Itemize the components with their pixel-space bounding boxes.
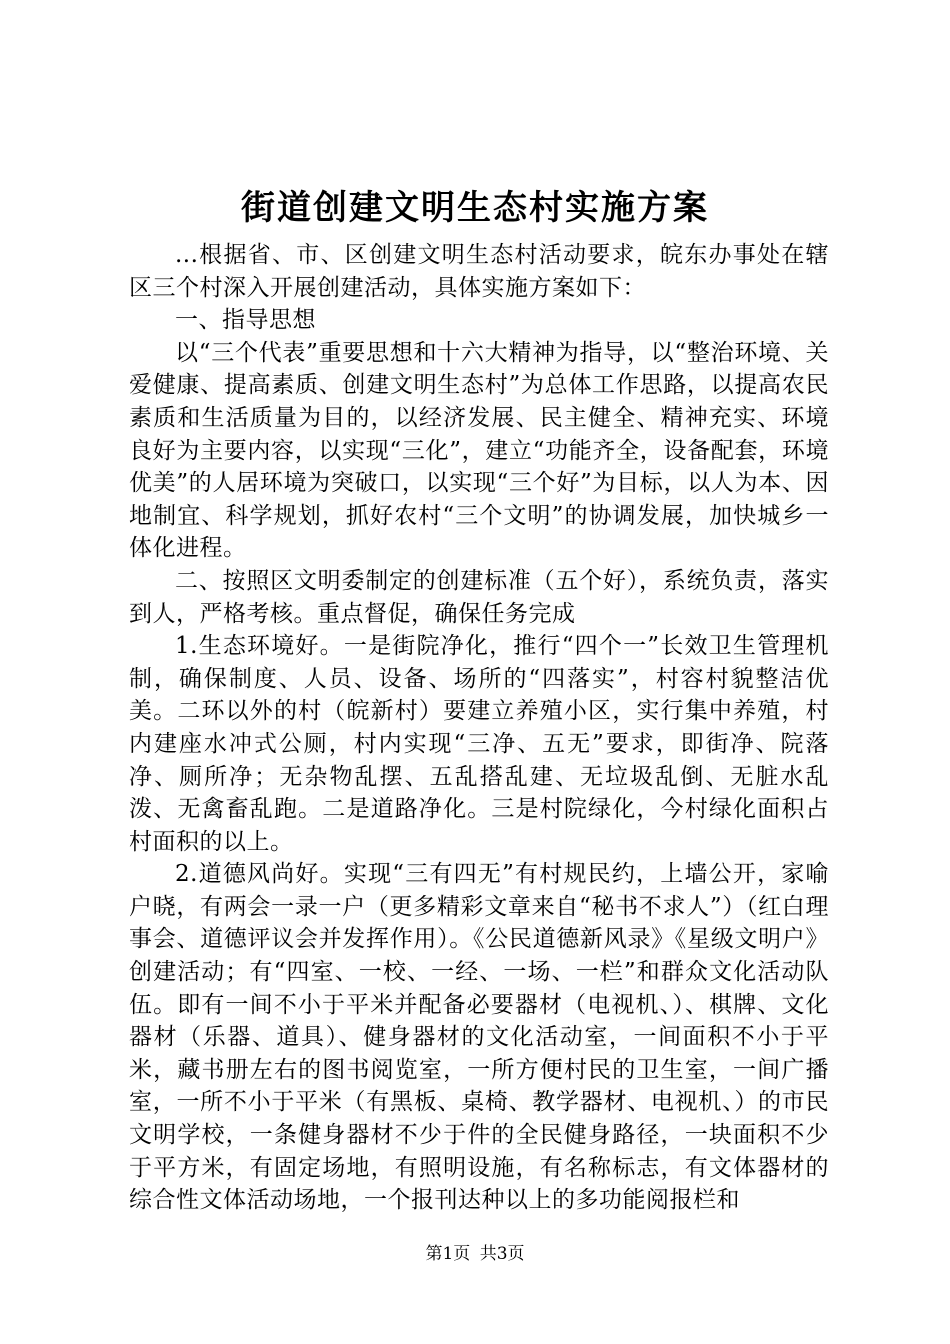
paragraph-standards: 二、按照区文明委制定的创建标准（五个好），系统负责，落实到人，严格考核。重点督促，确保任务完成 bbox=[129, 567, 829, 627]
paragraph-ecology: 1.生态环境好。一是街院净化，推行“四个一”长效卫生管理机制，确保制度、人员、设备、场所的“四落实”，村容村貌整洁优美。二环以外的村（皖新村）要建立养殖小区，实行集中养殖，村内建座水冲式公厕，村内实现“三净、五无”要求，即街净、院落净、厕所净；无杂物乱摆、五乱搭乱建、无垃圾乱倒、无脏水乱泼、无禽畜乱跑。二是道路净化。三是村院绿化，今村绿化面积占村面积的以上。 bbox=[129, 633, 829, 855]
section-heading-guiding-ideology: 一、指导思想 bbox=[175, 307, 316, 334]
paragraph-intro: ...根据省、市、区创建文明生态村活动要求，皖东办事处在辖区三个村深入开展创建活动，具体实施方案如下： bbox=[129, 242, 829, 301]
page-footer bbox=[0, 1243, 950, 1265]
document-title: 街道创建文明生态村实施方案 bbox=[241, 188, 709, 228]
paragraph-morality: 2.道德风尚好。实现“三有四无”有村规民约，上墙公开，家喻户晓，有两会一录一户（更多精彩文章来自“秘书不求人”）（红白理事会、道德评议会并发挥作用）。《公民道德新风录》《星级文明户》创建活动；有“四室、一校、一经、一场、一栏”和群众文化活动队伍。即有一间不小于平米并配备必要器材（电视机、）、棋牌、文化器材（乐器、道具）、健身器材的文化活动室，一间面积不小于平米，藏书册左右的图书阅览室，一所方便村民的卫生室，一间广播室，一所不小于平米（有黑板、桌椅、教学器材、电视机、）的市民文明学校，一条健身器材不少于件的全民健身路径，一块面积不少于平方米，有固定场地，有照明设施，有名称标志，有文体器材的综合性文体活动场地，一个报刊达种以上的多功能阅报栏和 bbox=[129, 861, 829, 1214]
paragraph-guiding-ideology: 以“三个代表”重要思想和十六大精神为指导，以“整治环境、关爱健康、提高素质、创建文明生态村”为总体工作思路，以提高农民素质和生活质量为目的，以经济发展、民主健全、精神充实、环境良好为主要内容，以实现“三化”，建立“功能齐全，设备配套，环境优美”的人居环境为突破口，以实现“三个好”为目标，以人为本、因地制宜、科学规划，抓好农村“三个文明”的协调发展，加快城乡一体化进程。 bbox=[129, 339, 829, 562]
page-number: 第1页 bbox=[425, 1244, 471, 1264]
document-body bbox=[129, 239, 829, 1217]
page-total: 共3页 bbox=[479, 1244, 525, 1264]
